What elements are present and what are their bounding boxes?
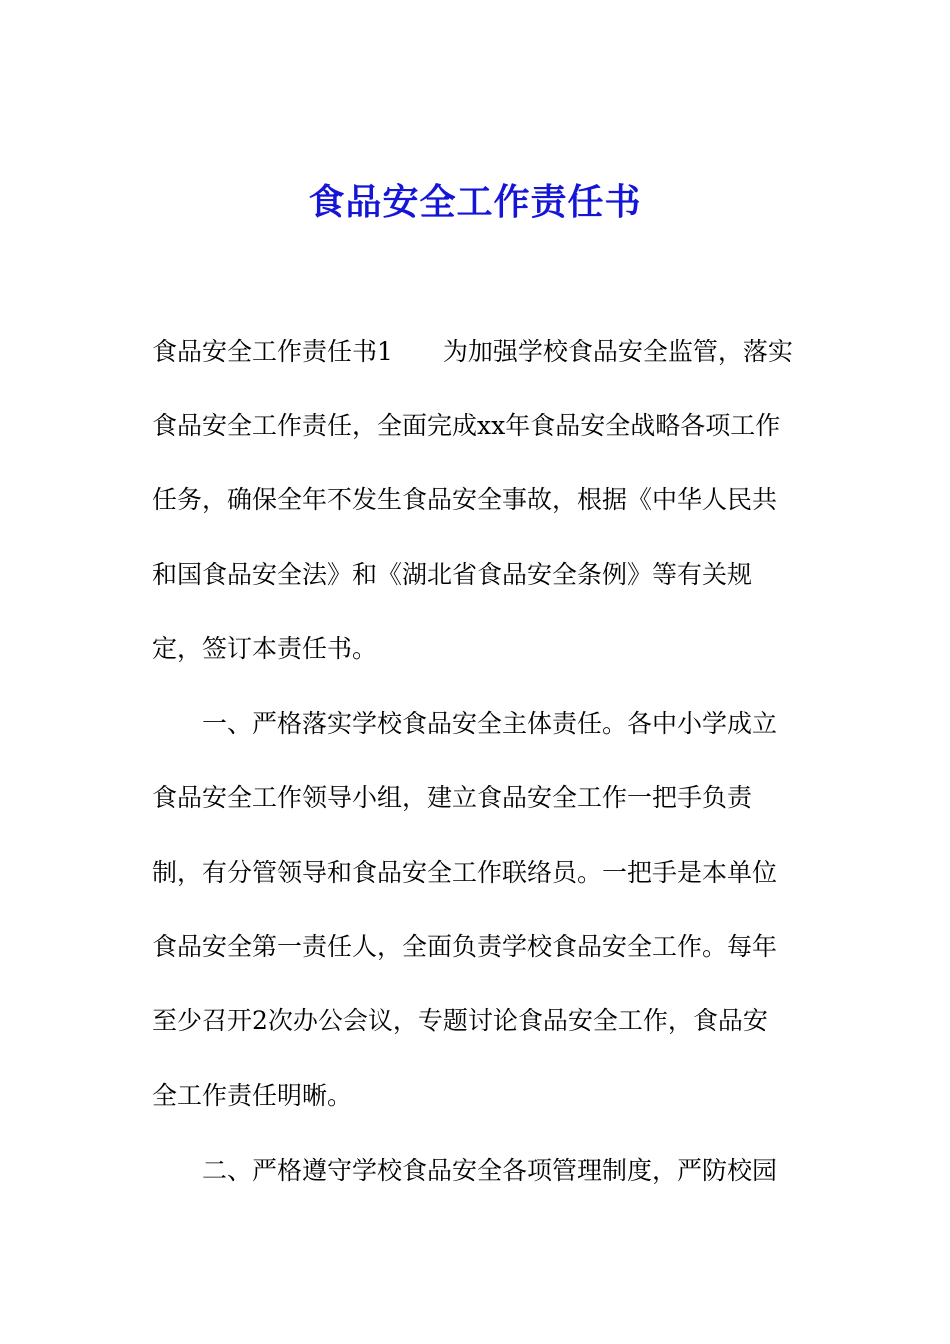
paragraph-line-11: 全工作责任明晰。: [152, 1081, 353, 1110]
paragraph-line-4: 和国食品安全法》和《湖北省食品安全条例》等有关规: [152, 560, 753, 589]
paragraph-line-9: 食品安全第一责任人，全面负责学校食品安全工作。每年: [152, 932, 778, 961]
paragraph-line-12: 二、严格遵守学校食品安全各项管理制度，严防校园: [202, 1156, 778, 1185]
paragraph-line-7: 食品安全工作领导小组，建立食品安全工作一把手负责: [152, 783, 753, 812]
paragraph-line-3: 任务，确保全年不发生食品安全事故，根据《中华人民共: [152, 485, 778, 514]
paragraph-line-10: 至少召开2次办公会议，专题讨论食品安全工作，食品安: [152, 1006, 768, 1035]
paragraph-line-6: 一、严格落实学校食品安全主体责任。各中小学成立: [202, 709, 778, 738]
inline-heading: 食品安全工作责任书1: [152, 337, 393, 366]
document-title: 食品安全工作责任书: [308, 181, 642, 223]
line-text: 为加强学校食品安全监管，落实: [442, 337, 793, 366]
paragraph-line-8: 制，有分管领导和食品安全工作联络员。一把手是本单位: [152, 858, 778, 887]
paragraph-line-5: 定，签订本责任书。: [152, 634, 378, 663]
paragraph-line-2: 食品安全工作责任，全面完成xx年食品安全战略各项工作: [152, 411, 781, 440]
paragraph-line-1: [152, 334, 793, 370]
